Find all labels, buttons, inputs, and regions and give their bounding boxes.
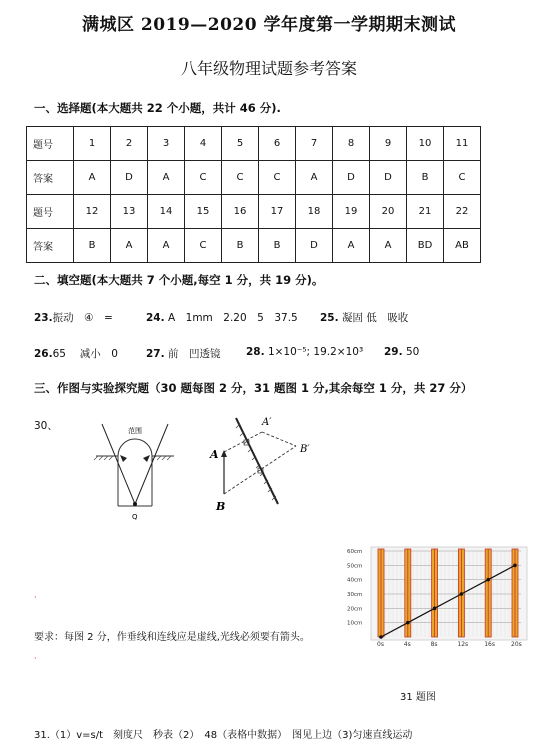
pit-field-of-view-diagram <box>90 418 180 528</box>
figure-31-caption: 31 题图 <box>400 692 436 703</box>
answer-text: 1×10⁻⁵; 19.2×10³ <box>267 346 364 358</box>
label-b: B <box>216 500 226 513</box>
data-point <box>433 607 437 611</box>
x-tick-label: 8s <box>430 641 438 648</box>
question-number: 24. <box>146 312 165 324</box>
section1-heading: 一、选择题(本大题共 22 个小题，共计 46 分). <box>34 101 281 115</box>
table-cell: B <box>74 229 111 263</box>
answer-text: 65 减小 0 <box>52 348 118 360</box>
row-label: 答案 <box>27 161 74 195</box>
figure-31-chart <box>345 545 530 653</box>
page-title: 满城区 2019—2020 学年度第一学期期末测试 <box>82 15 456 35</box>
range-label: 范围 <box>128 427 142 435</box>
label-a: A <box>210 448 219 461</box>
section2-heading: 二、填空题(本大题共 7 个小题,每空 1 分，共 19 分)。 <box>34 273 324 287</box>
table-cell: A <box>148 161 185 195</box>
answer-table <box>26 126 481 263</box>
table-cell: 15 <box>185 195 222 229</box>
table-cell: D <box>111 161 148 195</box>
question-number: 28. <box>246 346 265 358</box>
answer-text: 凝固 低 吸收 <box>341 312 409 324</box>
row-label: 答案 <box>27 229 74 263</box>
data-point <box>513 564 517 568</box>
table-cell: AB <box>444 229 481 263</box>
table-cell: 1 <box>74 127 111 161</box>
table-cell: B <box>407 161 444 195</box>
table-cell: 2 <box>111 127 148 161</box>
table-cell: 19 <box>333 195 370 229</box>
question-number: 29. <box>384 346 403 358</box>
table-cell: 22 <box>444 195 481 229</box>
table-cell: 8 <box>333 127 370 161</box>
y-tick-label: 10cm <box>347 620 363 627</box>
row-label: 题号 <box>27 195 74 229</box>
table-row <box>27 195 481 229</box>
answer-line-2 <box>34 346 118 361</box>
requirement-note: 要求：每图 2 分，作垂线和连线应是虚线,光线必须要有箭头。 <box>34 632 310 643</box>
table-cell: 7 <box>296 127 333 161</box>
table-cell: 11 <box>444 127 481 161</box>
answer-line-1c <box>320 310 408 325</box>
y-tick-label: 50cm <box>347 563 363 570</box>
question-number: 26. <box>34 348 53 360</box>
answer-text: 振动 ④ = <box>52 312 113 324</box>
table-cell: C <box>444 161 481 195</box>
y-tick-label: 30cm <box>347 592 363 598</box>
margin-mark: · <box>34 654 37 663</box>
section3-heading: 三、作图与实验探究题（30 题每图 2 分，31 题图 1 分,其余每空 1 分，共 27 分） <box>34 381 473 395</box>
table-cell: 17 <box>259 195 296 229</box>
table-cell: C <box>185 161 222 195</box>
table-cell: A <box>74 161 111 195</box>
label-b-prime: B′ <box>300 444 310 455</box>
answer-line-2b <box>146 346 220 361</box>
question-number: 27. <box>146 348 165 360</box>
x-tick-label: 12s <box>457 641 469 648</box>
margin-mark: · <box>34 593 37 602</box>
data-point <box>406 621 410 625</box>
table-cell: 10 <box>407 127 444 161</box>
label-a-prime: A′ <box>262 417 272 428</box>
table-cell: C <box>259 161 296 195</box>
table-cell: B <box>259 229 296 263</box>
x-tick-label: 20s <box>511 641 522 648</box>
q30-label: 30、 <box>34 420 58 432</box>
table-cell: 12 <box>74 195 111 229</box>
table-cell: 5 <box>222 127 259 161</box>
answer-text: 前 凹透镜 <box>167 348 221 360</box>
answer-line-1b <box>146 310 298 325</box>
answer-text: A 1mm 2.20 5 37.5 <box>167 312 298 324</box>
page-subtitle: 八年级物理试题参考答案 <box>180 59 357 78</box>
table-row <box>27 161 481 195</box>
table-cell: 13 <box>111 195 148 229</box>
table-cell: 21 <box>407 195 444 229</box>
table-cell: 20 <box>370 195 407 229</box>
table-row <box>27 229 481 263</box>
table-cell: A <box>333 229 370 263</box>
answer-line-2c <box>246 346 363 358</box>
table-row <box>27 127 481 161</box>
table-cell: 14 <box>148 195 185 229</box>
y-tick-label: 20cm <box>347 606 363 613</box>
data-point <box>460 592 464 596</box>
table-cell: A <box>370 229 407 263</box>
table-cell: 9 <box>370 127 407 161</box>
y-tick-label: 40cm <box>347 577 363 584</box>
table-cell: 6 <box>259 127 296 161</box>
y-tick-label: 60cm <box>347 549 363 555</box>
table-cell: 16 <box>222 195 259 229</box>
table-cell: D <box>370 161 407 195</box>
point-q-label: Q <box>132 513 138 521</box>
table-cell: A <box>148 229 185 263</box>
table-cell: C <box>222 161 259 195</box>
table-cell: A <box>111 229 148 263</box>
table-cell: A <box>296 161 333 195</box>
question-number: 23. <box>34 312 53 324</box>
data-point <box>486 578 490 582</box>
row-label: 题号 <box>27 127 74 161</box>
x-tick-label: 0s <box>377 641 384 648</box>
data-point <box>379 635 383 639</box>
plane-mirror-image-diagram <box>200 412 330 522</box>
table-cell: B <box>222 229 259 263</box>
x-tick-label: 4s <box>403 641 411 648</box>
table-cell: BD <box>407 229 444 263</box>
answer-line-1 <box>34 310 113 325</box>
table-cell: 18 <box>296 195 333 229</box>
table-cell: 4 <box>185 127 222 161</box>
table-cell: D <box>296 229 333 263</box>
question-number: 25. <box>320 312 339 324</box>
answer-line-2d <box>384 346 419 358</box>
answer-text: 50 <box>405 346 420 358</box>
table-cell: 3 <box>148 127 185 161</box>
x-tick-label: 16s <box>484 641 495 648</box>
table-cell: C <box>185 229 222 263</box>
q31-answer: 31.（1）v=s/t 刻度尺 秒表（2） 48（表格中数据） 图见上边（3)匀速直线运动 <box>34 730 413 741</box>
table-cell: D <box>333 161 370 195</box>
